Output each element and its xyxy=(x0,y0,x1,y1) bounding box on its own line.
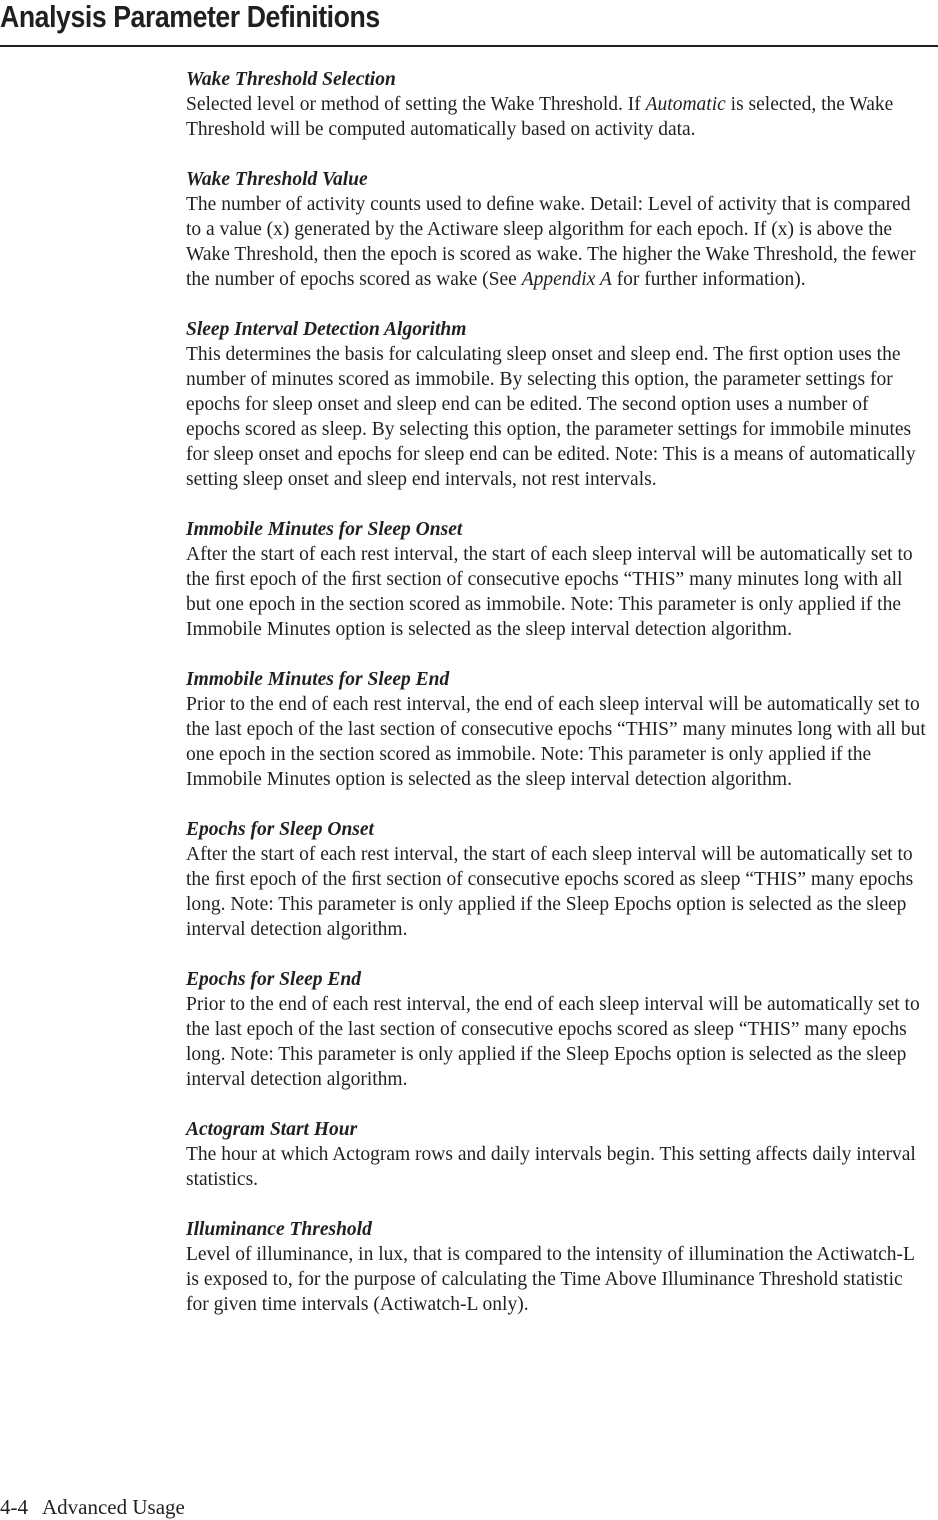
text-run: Prior to the end of each rest interval, the end of each sleep interval will be automatically set to the last epoch of the last section of consecutive epochs “THIS” many minutes long with all but one epoch in the section scored as immobile. Note: This parameter is only applied if the Immobile Minutes option is selected as the sleep interval detection algorithm. xyxy=(186,694,926,790)
definition-text xyxy=(186,192,926,292)
definition-section xyxy=(186,667,926,792)
page-number: 4-4 xyxy=(0,1495,28,1519)
page-footer xyxy=(0,1495,185,1520)
definition-heading: Wake Threshold Selection xyxy=(186,69,396,90)
definition-section xyxy=(186,167,926,292)
definition-text xyxy=(186,842,926,942)
definition-text xyxy=(186,692,926,792)
definition-heading: Epochs for Sleep Onset xyxy=(186,819,374,840)
definition-section xyxy=(186,967,926,1092)
definition-text xyxy=(186,1242,926,1317)
text-run: This determines the basis for calculating sleep onset and sleep end. The ﬁrst option uses the number of minutes scored as immobile. By selecting this option, the parameter settings for epochs for sleep onset and sleep end can be edited. The second option uses a number of epochs scored as sleep. By selecting this option, the parameter settings for immobile minutes for sleep onset and epochs for sleep end can be edited. Note: This is a means of automatically setting sleep onset and sleep end intervals, not rest intervals. xyxy=(186,344,916,490)
text-run: for further information). xyxy=(611,269,806,290)
text-run: The number of activity counts used to deﬁne wake. Detail: Level of activity that is compared to a value (x) generated by the Actiware sleep algorithm for each epoch. If (x) is above the Wake Threshold, then the epoch is scored as wake. The higher the Wake Threshold, the fewer the number of epochs scored as wake (See xyxy=(186,194,916,290)
definition-heading: Illuminance Threshold xyxy=(186,1219,372,1240)
definition-heading: Immobile Minutes for Sleep End xyxy=(186,669,450,690)
definition-text xyxy=(186,992,926,1092)
text-run: is selected, the Wake Threshold will be computed automatically based on activity data. xyxy=(186,94,894,140)
chapter-name: Advanced Usage xyxy=(42,1495,185,1519)
definition-text xyxy=(186,542,926,642)
definition-heading: Wake Threshold Value xyxy=(186,169,368,190)
page-title: Analysis Parameter Definitions xyxy=(0,0,380,34)
text-run: Selected level or method of setting the Wake Threshold. If xyxy=(186,94,646,115)
text-run: Level of illuminance, in lux, that is compared to the intensity of illumination the Actiwatch-L is exposed to, for the purpose of calculating the Time Above Illuminance Threshold statistic for given time intervals (Actiwatch-L only). xyxy=(186,1244,915,1315)
emphasis-text: Appendix A xyxy=(521,269,612,290)
definition-section xyxy=(186,67,926,142)
text-run: Prior to the end of each rest interval, the end of each sleep interval will be automatically set to the last epoch of the last section of consecutive epochs scored as sleep “THIS” many epochs long. Note: This parameter is only applied if the Sleep Epochs option is selected as the sleep interval detection algorithm. xyxy=(186,994,920,1090)
definition-section xyxy=(186,317,926,492)
text-run: After the start of each rest interval, the start of each sleep interval will be automatically set to the ﬁrst epoch of the ﬁrst section of consecutive epochs “THIS” many minutes long with all but one epoch in the section scored as immobile. Note: This parameter is only applied if the Immobile Minutes option is selected as the sleep interval detection algorithm. xyxy=(186,544,913,640)
title-divider xyxy=(0,45,938,47)
definition-text xyxy=(186,1142,926,1192)
definition-heading: Epochs for Sleep End xyxy=(186,969,361,990)
definition-heading: Immobile Minutes for Sleep Onset xyxy=(186,519,463,540)
definition-heading: Actogram Start Hour xyxy=(186,1119,358,1140)
definition-heading: Sleep Interval Detection Algorithm xyxy=(186,319,467,340)
definition-text xyxy=(186,342,926,492)
definition-section xyxy=(186,517,926,642)
definition-section xyxy=(186,817,926,942)
text-run: The hour at which Actogram rows and daily intervals begin. This setting affects daily interval statistics. xyxy=(186,1144,916,1190)
text-run: After the start of each rest interval, the start of each sleep interval will be automatically set to the ﬁrst epoch of the ﬁrst section of consecutive epochs scored as sleep “THIS” many epochs long. Note: This parameter is only applied if the Sleep Epochs option is selected as the sleep interval detection algorithm. xyxy=(186,844,914,940)
definition-section xyxy=(186,1117,926,1192)
definitions-list xyxy=(186,67,926,1342)
definition-section xyxy=(186,1217,926,1317)
emphasis-text: Automatic xyxy=(645,94,726,115)
definition-text xyxy=(186,92,926,142)
